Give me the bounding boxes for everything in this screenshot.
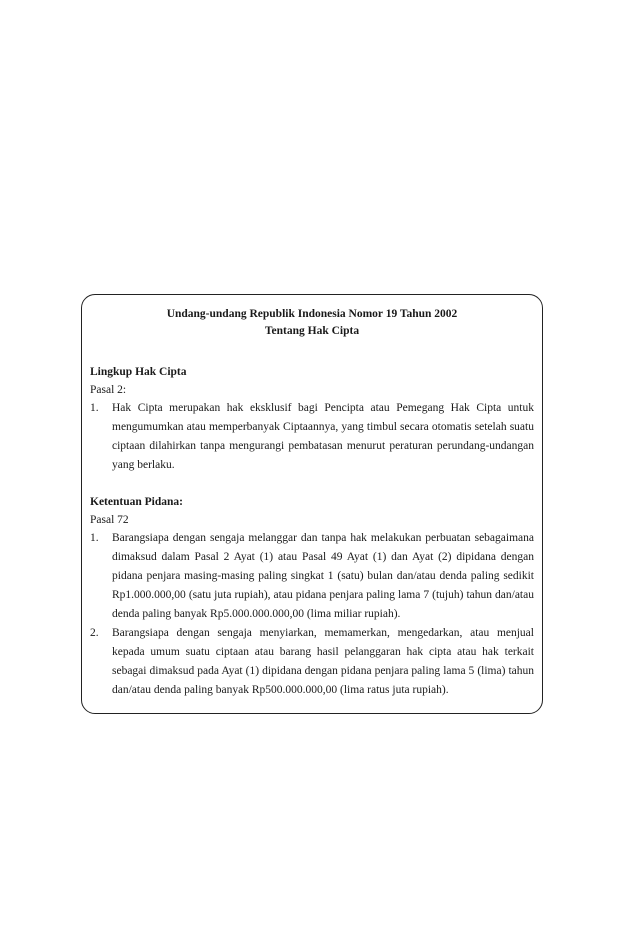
section-heading: Lingkup Hak Cipta bbox=[90, 366, 187, 378]
clause-list bbox=[90, 399, 534, 475]
document-subtitle: Tentang Hak Cipta bbox=[264, 325, 360, 337]
clause-text: Hak Cipta merupakan hak eksklusif bagi Pencipta atau Pemegang Hak Cipta untuk mengumumkan atau memperbanyak Ciptaannya, yang timbul secara otomatis setelah suatu ciptaan dilahirkan tanpa mengurangi pembatasan menurut peraturan perundang-undangan yang berlaku. bbox=[112, 402, 534, 471]
pasal-label: Pasal 72 bbox=[90, 514, 129, 526]
clause-text: Barangsiapa dengan sengaja melanggar dan tanpa hak melakukan perbuatan sebagaimana dimaksud dalam Pasal 2 Ayat (1) atau Pasal 49 Ayat (1) dan Ayat (2) dipidana dengan pidana penjara masing-masing paling singkat 1 (satu) bulan dan/atau denda paling sedikit Rp1.000.000,00 (satu juta rupiah), atau pidana penjara paling lama 7 (tujuh) tahun dan/atau denda paling banyak Rp5.000.000.000,00 (lima miliar rupiah). bbox=[112, 532, 534, 620]
pasal-label: Pasal 2: bbox=[90, 384, 127, 396]
clause-number: 2. bbox=[90, 627, 99, 639]
clause-number: 1. bbox=[90, 532, 99, 544]
clause-item bbox=[90, 624, 534, 700]
document-title: Undang-undang Republik Indonesia Nomor 19 Tahun 2002 bbox=[166, 308, 458, 320]
section-lingkup-hak-cipta bbox=[90, 363, 534, 475]
clause-item bbox=[90, 529, 534, 624]
clause-item bbox=[90, 399, 534, 475]
clause-list bbox=[90, 529, 534, 700]
clause-text: Barangsiapa dengan sengaja menyiarkan, memamerkan, mengedarkan, atau menjual kepada umum suatu ciptaan atau barang hasil pelanggaran hak cipta atau hak terkait sebagai dimaksud pada Ayat (1) dipidana dengan pidana penjara paling lama 5 (lima) tahun dan/atau denda paling banyak Rp500.000.000,00 (lima ratus juta rupiah). bbox=[112, 627, 534, 696]
copyright-notice-box bbox=[81, 294, 543, 714]
section-ketentuan-pidana bbox=[90, 493, 534, 700]
section-heading: Ketentuan Pidana: bbox=[90, 496, 183, 508]
clause-number: 1. bbox=[90, 402, 99, 414]
